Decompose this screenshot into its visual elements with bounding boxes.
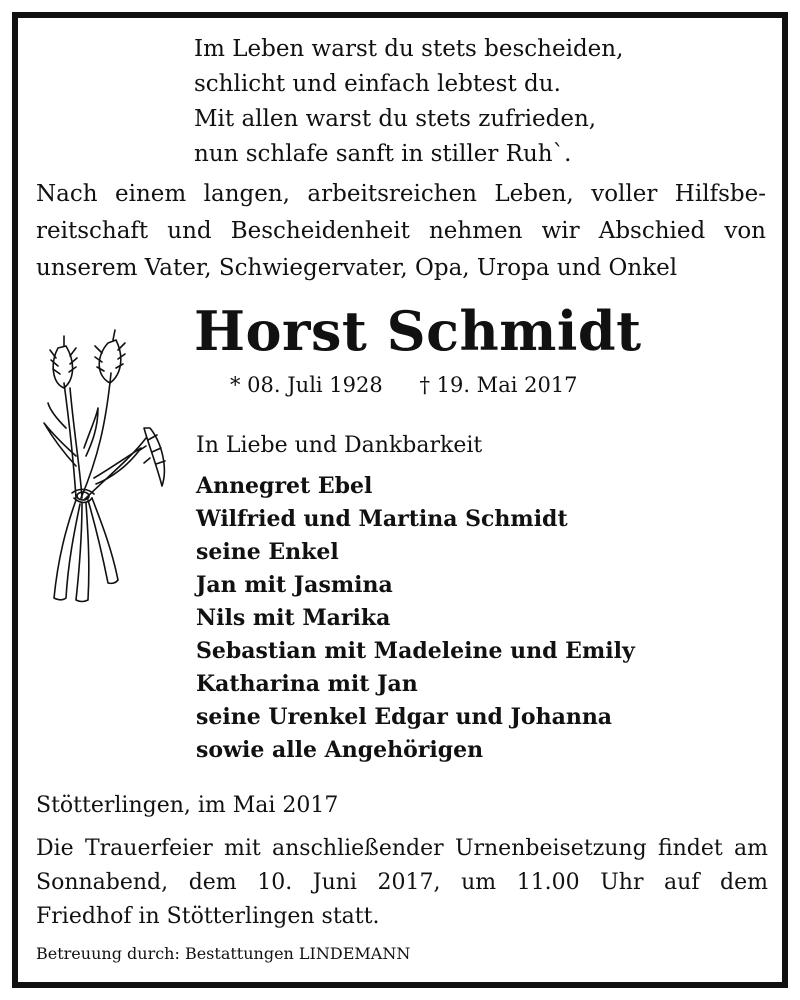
relative-entry: seine Enkel	[196, 539, 339, 565]
death-date: † 19. Mai 2017	[419, 373, 578, 397]
place-date: Stötterlingen, im Mai 2017	[36, 793, 339, 818]
poem	[194, 32, 623, 172]
intro-line: unserem Vater, Schwiegervater, Opa, Uropa und Onkel	[36, 255, 678, 281]
poem-line: Im Leben warst du stets bescheiden,	[194, 36, 624, 62]
ceremony-line: Sonnabend, dem 10. Juni 2017, um 11.00 Uhr auf dem	[36, 870, 768, 895]
wheat-sheaf-icon	[36, 328, 171, 613]
relative-entry: Annegret Ebel	[196, 473, 373, 499]
relatives-list	[196, 470, 635, 767]
poem-line: schlicht und einfach lebtest du.	[194, 71, 561, 97]
intro-line: Nach einem langen, arbeitsreichen Leben, voller Hilfsbe-	[36, 181, 766, 207]
ceremony-line: Die Trauerfeier mit anschließender Urnenbeisetzung findet am	[36, 836, 768, 861]
poem-line: nun schlafe sanft in stiller Ruh`.	[194, 141, 572, 167]
relative-entry: Wilfried und Martina Schmidt	[196, 506, 568, 532]
relative-entry: sowie alle Angehörigen	[196, 737, 484, 763]
birth-date: * 08. Juli 1928	[230, 373, 383, 397]
relative-entry: Katharina mit Jan	[196, 671, 418, 697]
ceremony-notice	[36, 832, 768, 934]
intro-line: reitschaft und Bescheidenheit nehmen wir Abschied von	[36, 218, 766, 244]
relative-entry: Nils mit Marika	[196, 605, 391, 631]
funeral-home-credit: Betreuung durch: Bestattungen LINDEMANN	[36, 944, 411, 963]
relative-entry: Jan mit Jasmina	[196, 572, 393, 598]
dedication: In Liebe und Dankbarkeit	[196, 433, 483, 458]
deceased-name: Horst Schmidt	[194, 299, 642, 363]
life-dates	[230, 370, 578, 400]
ceremony-line: Friedhof in Stötterlingen statt.	[36, 904, 380, 929]
relative-entry: Sebastian mit Madeleine und Emily	[196, 638, 635, 664]
intro-text	[36, 176, 766, 287]
poem-line: Mit allen warst du stets zufrieden,	[194, 106, 597, 132]
relative-entry: seine Urenkel Edgar und Johanna	[196, 704, 613, 730]
